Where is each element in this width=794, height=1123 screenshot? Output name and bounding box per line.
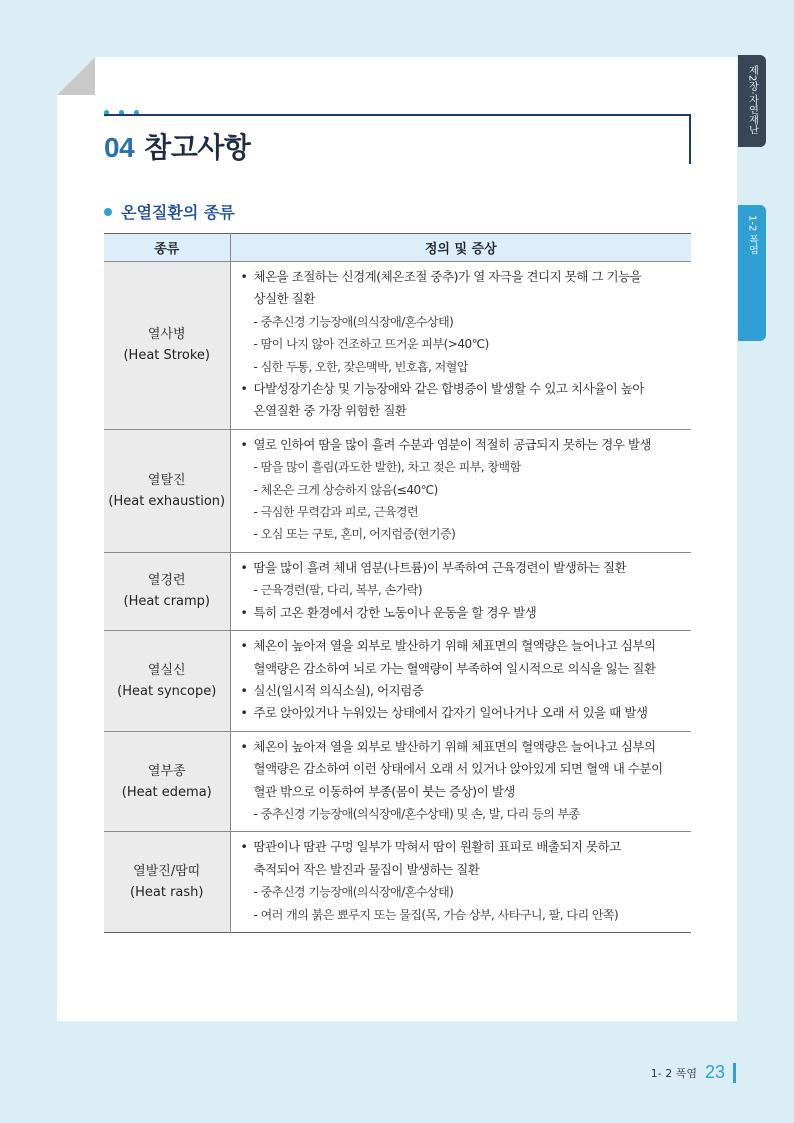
- illness-name-ko: 열부종: [147, 763, 186, 779]
- chapter-tab[interactable]: [738, 55, 766, 147]
- subheading-text: 온열질환의 종류: [121, 203, 235, 222]
- table-row: [104, 429, 691, 552]
- symptom-line: - 중추신경 기능장애(의식장애/혼수상태) 및 손, 발, 다리 등의 부종: [241, 803, 686, 825]
- table-header-row: [104, 234, 691, 262]
- definition-cell: [230, 552, 691, 630]
- subheading: [104, 200, 235, 223]
- table-row: [104, 262, 691, 430]
- illness-name-cell: [104, 731, 230, 832]
- definition-continuation: 혈액량은 감소하여 이런 상태에서 오래 서 있거나 앉아있게 되면 혈액 내 수분이: [253, 761, 663, 777]
- section-tab[interactable]: [738, 205, 766, 341]
- symptom-line: - 중추신경 기능장애(의식장애/혼수상태): [241, 881, 686, 903]
- definition-bullet: • 실신(일시적 의식소실), 어지럼증: [241, 680, 686, 702]
- heat-illness-table: [104, 233, 691, 933]
- illness-name-en: (Heat exhaustion): [108, 493, 226, 509]
- definition-continuation: 혈액량은 감소하여 뇌로 가는 혈액량이 부족하여 일시적으로 의식을 잃는 질환: [253, 660, 656, 676]
- table-row: [104, 832, 691, 933]
- illness-name-ko: 열경련: [147, 573, 186, 589]
- illness-name-cell: [104, 832, 230, 933]
- symptom-line: - 땀을 많이 흘림(과도한 발한), 차고 젖은 피부, 창백함: [241, 456, 686, 478]
- symptom-line: - 극심한 무력감과 피로, 근육경련: [241, 501, 686, 523]
- definition-bullet: • 주로 앉아있거나 누워있는 상태에서 갑자기 일어나거나 오래 서 있을 때 발생: [241, 702, 686, 724]
- definition-cell: [230, 262, 691, 430]
- symptom-line: - 심한 두통, 오한, 잦은맥박, 빈호흡, 저혈압: [241, 356, 686, 378]
- illness-name-cell: [104, 429, 230, 552]
- illness-name-en: (Heat rash): [130, 885, 204, 901]
- table-row: [104, 552, 691, 630]
- column-header-definition: 정의 및 증상: [230, 234, 691, 262]
- symptom-line: - 여러 개의 붉은 뾰루지 또는 물집(목, 가슴 상부, 사타구니, 팔, 다리 안쪽): [241, 904, 686, 926]
- symptom-line: - 근육경련(팔, 다리, 복부, 손가락): [241, 579, 686, 601]
- definition-bullet: • 특히 고온 환경에서 강한 노동이나 운동을 할 경우 발생: [241, 602, 686, 624]
- illness-name-ko: 열실신: [147, 662, 186, 678]
- definition-continuation: 온열질환 중 가장 위험한 질환: [253, 403, 407, 419]
- illness-name-ko: 열사병: [147, 327, 186, 343]
- table-row: [104, 631, 691, 732]
- symptom-line: - 땀이 나지 않아 건조하고 뜨거운 피부(>40℃): [241, 333, 686, 355]
- section-title-text: 참고사항: [144, 132, 251, 163]
- page-title: [104, 126, 250, 166]
- definition-cell: [230, 731, 691, 832]
- section-tab-label: 1-2 폭염: [746, 215, 758, 255]
- title-frame-top: [104, 114, 691, 116]
- illness-name-ko: 열탈진: [147, 472, 186, 488]
- symptom-line: - 오심 또는 구토, 혼미, 어지럼증(현기증): [241, 523, 686, 545]
- definition-bullet: • 땀관이나 땀관 구멍 일부가 막혀서 땀이 원활히 표피로 배출되지 못하고: [241, 836, 686, 858]
- table-body: [104, 262, 691, 933]
- bullet-icon: [104, 208, 112, 216]
- definition-cell: [230, 429, 691, 552]
- definition-continuation: 축적되어 작은 발진과 물집이 발생하는 질환: [253, 861, 480, 877]
- definition-bullet: • 열로 인하여 땀을 많이 흘려 수분과 염분이 적절히 공급되지 못하는 경우 발생: [241, 434, 686, 456]
- page-fold-corner: [57, 57, 95, 95]
- illness-name-en: (Heat syncope): [117, 683, 217, 699]
- definition-continuation: 혈관 밖으로 이동하여 부종(몸이 붓는 증상)이 발생: [253, 783, 515, 799]
- definition-continuation: 상실한 질환: [253, 291, 315, 307]
- definition-bullet: • 체온이 높아져 열을 외부로 발산하기 위해 체표면의 혈액량은 늘어나고 심부의: [241, 635, 686, 657]
- table-row: [104, 731, 691, 832]
- definition-bullet: • 체온이 높아져 열을 외부로 발산하기 위해 체표면의 혈액량은 늘어나고 심부의: [241, 736, 686, 758]
- definition-bullet: • 다발성장기손상 및 기능장애와 같은 합병증이 발생할 수 있고 치사율이 높아: [241, 378, 686, 400]
- footer-bar: [733, 1063, 736, 1083]
- page-footer: [651, 1062, 736, 1083]
- section-number: 04: [104, 132, 135, 163]
- footer-section-label: 1- 2 폭염: [650, 1066, 697, 1080]
- illness-name-ko: 열발진/땀띠: [133, 864, 201, 880]
- illness-name-cell: [104, 631, 230, 732]
- illness-name-cell: [104, 552, 230, 630]
- definition-bullet: • 땀을 많이 흘려 체내 염분(나트륨)이 부족하여 근육경련이 발생하는 질환: [241, 557, 686, 579]
- page-number: 23: [704, 1062, 725, 1082]
- symptom-line: - 체온은 크게 상승하지 않음(≤40℃): [241, 479, 686, 501]
- symptom-line: - 중추신경 기능장애(의식장애/혼수상태): [241, 311, 686, 333]
- title-frame-right: [689, 114, 691, 164]
- illness-name-en: (Heat cramp): [123, 594, 210, 610]
- definition-cell: [230, 832, 691, 933]
- column-header-type: 종류: [104, 234, 230, 262]
- illness-name-cell: [104, 262, 230, 430]
- illness-name-en: (Heat Stroke): [123, 348, 211, 364]
- chapter-tab-label: 제2장·자연재난: [746, 65, 758, 135]
- definition-cell: [230, 631, 691, 732]
- definition-bullet: • 체온을 조절하는 신경계(체온조절 중추)가 열 자극을 견디지 못해 그 기능을: [241, 266, 686, 288]
- illness-name-en: (Heat edema): [121, 784, 212, 800]
